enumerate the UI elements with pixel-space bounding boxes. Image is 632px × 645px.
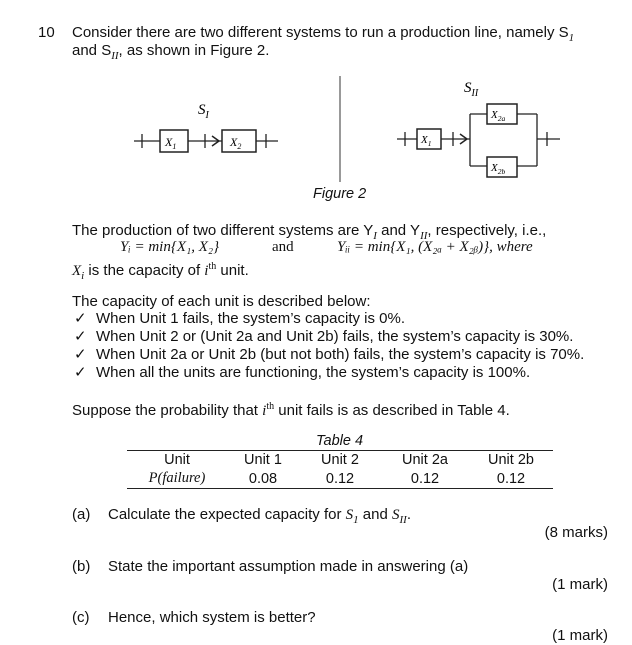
- equation-y1: Yᵢ = min{X₁, X₂}: [120, 239, 220, 255]
- part-b-marks: (1 mark): [552, 576, 608, 593]
- system-2-diagram: [397, 80, 560, 177]
- question-intro-line2: and $S_{II}$, as shown in Figure 2.: [72, 42, 270, 62]
- table-header-cell: Unit 2b: [488, 452, 534, 468]
- production-line1: The production of two different systems are $Y_I$ and $Y_{II}$, respectively, i.e.,: [72, 222, 547, 242]
- table-header-cell: Unit 2a: [402, 452, 448, 468]
- checkmark-icon: ✓: [74, 346, 87, 363]
- table-header-row: [127, 451, 553, 469]
- capacity-heading: The capacity of each unit is described below:: [72, 293, 371, 310]
- equation-y2: Yᵢᵢ = min{X₁, (X₂ₐ + X₂ᵦ)}, where: [337, 239, 533, 255]
- production-line3: $X_i$ is the capacity of $i^{th}$ unit.: [72, 261, 249, 282]
- part-b-label: (b): [72, 558, 91, 575]
- part-a-text: Calculate the expected capacity for $S_1$ and $S_{II}$.: [108, 506, 412, 526]
- table-cell: 0.12: [410, 470, 440, 487]
- probability-sentence: Suppose the probability that $i^{th}$ unit fails is as described in Table 4.: [72, 401, 510, 419]
- table-header-cell: Unit 2: [321, 452, 359, 468]
- checkmark-icon: ✓: [74, 310, 87, 327]
- capacity-item: ✓ When Unit 2a or Unit 2b (but not both) fails, the system’s capacity is 70%.: [74, 346, 585, 363]
- svg-text:X1: $X_1$: [421, 134, 432, 148]
- table-header-cell: Unit 1: [244, 452, 282, 468]
- table-row-label: P(failure): [148, 470, 206, 486]
- capacity-item: ✓ When all the units are functioning, the system’s capacity is 100%.: [74, 364, 531, 381]
- svg-text:X2: $X_2$: [230, 135, 242, 151]
- svg-text:X2b: $X_{2b}$: [491, 162, 506, 176]
- question-number: 10: [38, 24, 55, 41]
- table-row: [127, 469, 553, 488]
- table-cell: 0.12: [496, 470, 526, 487]
- svg-text:X2a: $X_{2a}$: [491, 109, 506, 123]
- question-intro-line1: Consider there are two different systems to run a production line, namely $S_1$: [72, 24, 575, 44]
- svg-text:X1: $X_1$: [165, 135, 177, 151]
- table-cell: 0.12: [325, 470, 355, 487]
- part-a-marks: (8 marks): [544, 524, 608, 541]
- table-caption: Table 4: [316, 433, 364, 449]
- part-b-text: State the important assumption made in answering (a): [108, 558, 469, 575]
- system-2-label: $S_{II}$: [464, 80, 479, 99]
- checkmark-icon: ✓: [74, 364, 87, 381]
- part-c-text: Hence, which system is better?: [108, 609, 316, 626]
- capacity-item: ✓ When Unit 1 fails, the system’s capacity is 0%.: [74, 310, 406, 327]
- table-cell: 0.08: [248, 470, 278, 487]
- part-c-label: (c): [72, 609, 90, 626]
- table-header-cell: Unit: [164, 452, 190, 468]
- part-a-label: (a): [72, 506, 91, 523]
- system-1-diagram: [134, 102, 278, 152]
- figure-caption: Figure 2: [313, 186, 367, 202]
- failure-table: [127, 450, 553, 489]
- part-c-marks: (1 mark): [552, 627, 608, 644]
- figure-2-diagram: [0, 70, 632, 205]
- checkmark-icon: ✓: [74, 328, 87, 345]
- system-1-label: $S_I$: [198, 102, 209, 121]
- capacity-item: ✓ When Unit 2 or (Unit 2a and Unit 2b) fails, the system’s capacity is 30%.: [74, 328, 574, 345]
- equation-and: and: [272, 239, 294, 255]
